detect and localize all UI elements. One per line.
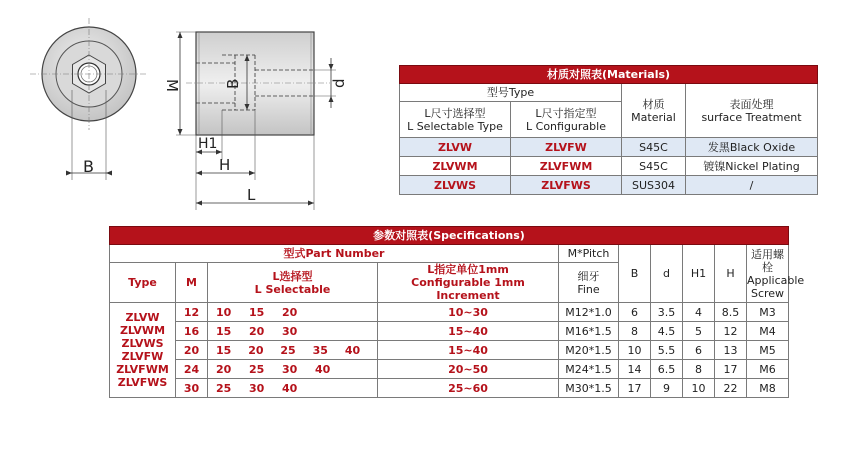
h1-header: H1 xyxy=(683,245,715,303)
material-row: ZLVW ZLVFW S45C 发黑Black Oxide xyxy=(400,138,818,157)
b-header: B xyxy=(619,245,651,303)
side-view xyxy=(176,32,336,210)
materials-title: 材质对照表(Materials) xyxy=(400,66,818,84)
specifications-table xyxy=(109,226,805,398)
h-header: H xyxy=(715,245,747,303)
label-h: H xyxy=(219,156,231,174)
treatment-header: 表面处理 surface Treatment xyxy=(686,84,818,138)
materials-table xyxy=(399,65,818,195)
label-h1: H1 xyxy=(198,136,218,152)
spec-row: 20 15 20 25 35 40 15~40 M20*1.5 10 5.5 6 13 M5 xyxy=(110,341,789,360)
specifications-title: 参数对照表(Specifications) xyxy=(110,227,789,245)
material-row: ZLVWS ZLVFWS SUS304 / xyxy=(400,176,818,195)
screw-header: 适用螺栓 Applicable Screw xyxy=(747,245,789,303)
type-header: 型号Type xyxy=(400,84,622,102)
end-view xyxy=(30,18,148,180)
spec-row: 16 15 20 30 15~40 M16*1.5 8 4.5 5 12 M4 xyxy=(110,322,789,341)
l-configurable-header: L指定单位1mm Configurable 1mm Increment xyxy=(378,263,559,303)
label-l: L xyxy=(247,186,256,204)
label-m: M xyxy=(163,79,181,92)
fine-header: 细牙 Fine xyxy=(559,263,619,303)
l-selectable-header: L选择型 L Selectable xyxy=(208,263,378,303)
pitch-header: M*Pitch xyxy=(559,245,619,263)
spec-row: ZLVW ZLVWM ZLVWS ZLVFW ZLVFWM ZLVFWS 12 10 15 20 10~30 M12*1.0 6 3.5 4 8.5 M3 xyxy=(110,303,789,322)
part-number-header: 型式Part Number xyxy=(110,245,559,263)
m-column-header: M xyxy=(176,263,208,303)
spec-row: 24 20 25 30 40 20~50 M24*1.5 14 6.5 8 17 M6 xyxy=(110,360,789,379)
type-list: ZLVW ZLVWM ZLVWS ZLVFW ZLVFWM ZLVFWS xyxy=(110,303,176,398)
label-b-inner: B xyxy=(224,78,242,89)
configurable-type-header: L尺寸指定型 L Configurable xyxy=(511,102,622,138)
type-column-header: Type xyxy=(110,263,176,303)
material-header: 材质 Material xyxy=(622,84,686,138)
label-b-side: B xyxy=(83,157,94,176)
selectable-type-header: L尺寸选择型 L Selectable Type xyxy=(400,102,511,138)
spec-row: 30 25 30 40 25~60 M30*1.5 17 9 10 22 M8 xyxy=(110,379,789,398)
material-row: ZLVWM ZLVFWM S45C 镀镍Nickel Plating xyxy=(400,157,818,176)
label-d: d xyxy=(330,78,348,88)
d-header: d xyxy=(651,245,683,303)
